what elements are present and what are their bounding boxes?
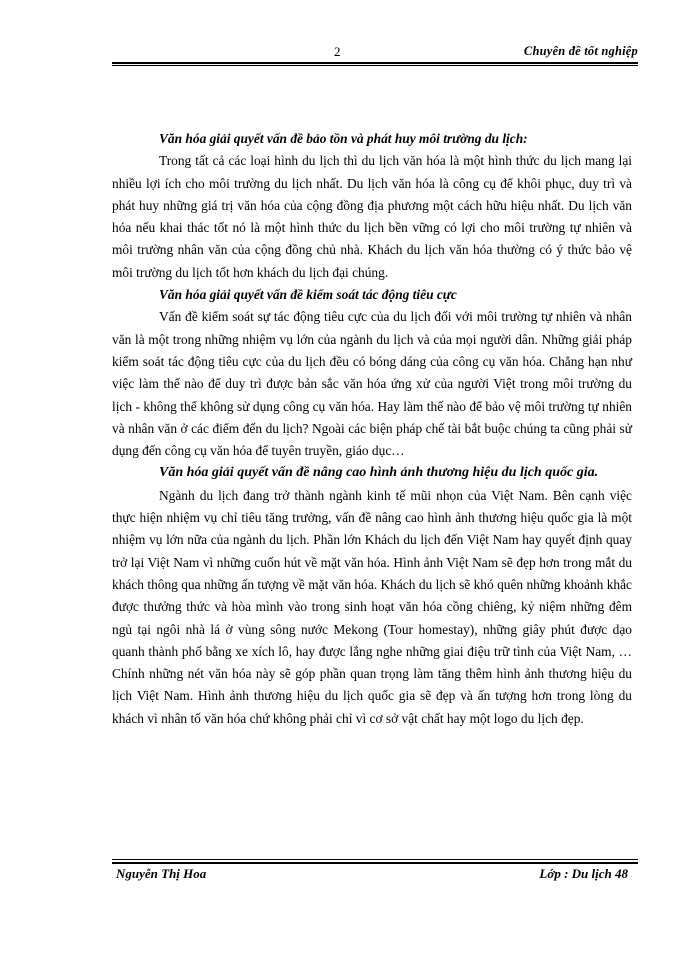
page-header	[112, 44, 638, 62]
footer-rule-thick	[112, 862, 638, 864]
section-paragraph: Trong tất cả các loại hình du lịch thì du lịch văn hóa là một hình thức du lịch mang lại nhiều lợi ích cho môi trường du lịch nhất. Du lịch văn hóa là công cụ để khôi phục, duy trì và phát huy những giá trị văn hóa của cộng đồng địa phương một cách hữu hiệu nhất. Du lịch văn hóa nếu khai thác tốt nó là một hình thức du lịch bền vững có lợi cho môi trường tự nhiên và môi trường nhân văn của cộng đồng chủ nhà. Khách du lịch văn hóa thường có ý thức bảo vệ môi trường du lịch tốt hơn khách du lịch đại chúng.	[112, 153, 632, 280]
page-footer	[112, 866, 638, 884]
document-body	[112, 128, 632, 730]
section-heading: Văn hóa giải quyết vấn đề nâng cao hình ảnh thương hiệu du lịch quốc gia.	[159, 465, 599, 481]
section-heading: Văn hóa giải quyết vấn đề bảo tồn và phát huy môi trường du lịch:	[159, 131, 528, 146]
section-paragraph: Ngành du lịch đang trở thành ngành kinh tế mũi nhọn của Việt Nam. Bên cạnh việc thực hiện nhiệm vụ chỉ tiêu tăng trưởng, vấn đề nâng cao hình ảnh thương hiệu quốc gia là một nhiệm vụ lớn nữa của ngành du lịch. Phần lớn Khách du lịch đến Việt Nam hay quyết định quay trở lại Việt Nam vì những cuốn hút về mặt văn hóa. Hình ảnh Việt Nam sẽ đẹp hơn trong mắt du khách thông qua những ấn tượng về mặt văn hóa. Khách du lịch sẽ khó quên những khoảnh khắc được thưởng thức và hòa mình vào trong sinh hoạt văn hóa cồng chiêng, kỷ niệm những đêm ngủ tại ngôi nhà lá ở vùng sông nước Mekong (Tour homestay), những giây phút được dạo quanh thành phố bằng xe xích lô, hay được lắng nghe những giai điệu trữ tình của Việt Nam, …Chính những nét văn hóa này sẽ góp phần quan trọng làm tăng thêm hình ảnh thương hiệu du lịch Việt Nam. Hình ảnh thương hiệu du lịch quốc gia sẽ đẹp và ấn tượng hơn trong lòng du khách vì nhân tố văn hóa chứ không phải chỉ vì cơ sở vật chất hay một logo du lịch đẹp.	[112, 487, 632, 726]
header-title: Chuyên đề tốt nghiệp	[523, 44, 638, 58]
header-rule-thick	[112, 62, 638, 64]
section-heading: Văn hóa giải quyết vấn đề kiểm soát tác động tiêu cực	[159, 287, 457, 303]
section-paragraph: Vấn đề kiểm soát sự tác động tiêu cực của du lịch đối với môi trường tự nhiên và nhân văn là một trong những nhiệm vụ lớn của ngành du lịch và của mọi người dân. Những giải pháp kiểm soát tác động tiêu cực của du lịch đều có bóng dáng của công cụ văn hóa. Chẳng hạn như việc làm thế nào để duy trì được bản sắc văn hóa ứng xử của người Việt trong môi trường du lịch - không thể không sử dụng công cụ văn hóa. Hay làm thế nào để bảo vệ môi trường tự nhiên và nhân văn ở các điểm đến du lịch? Ngoài các biện pháp chế tài bắt buộc chúng ta cũng phải sử dụng đến công cụ văn hóa để tuyên truyền, giáo dục…	[112, 309, 632, 459]
footer-class-label: Lớp : Du lịch 48	[539, 866, 628, 881]
header-rule-thin	[112, 65, 638, 66]
footer-rule-thin	[112, 859, 638, 860]
footer-author: Nguyễn Thị Hoa	[116, 866, 207, 881]
page-number: 2	[334, 44, 341, 59]
